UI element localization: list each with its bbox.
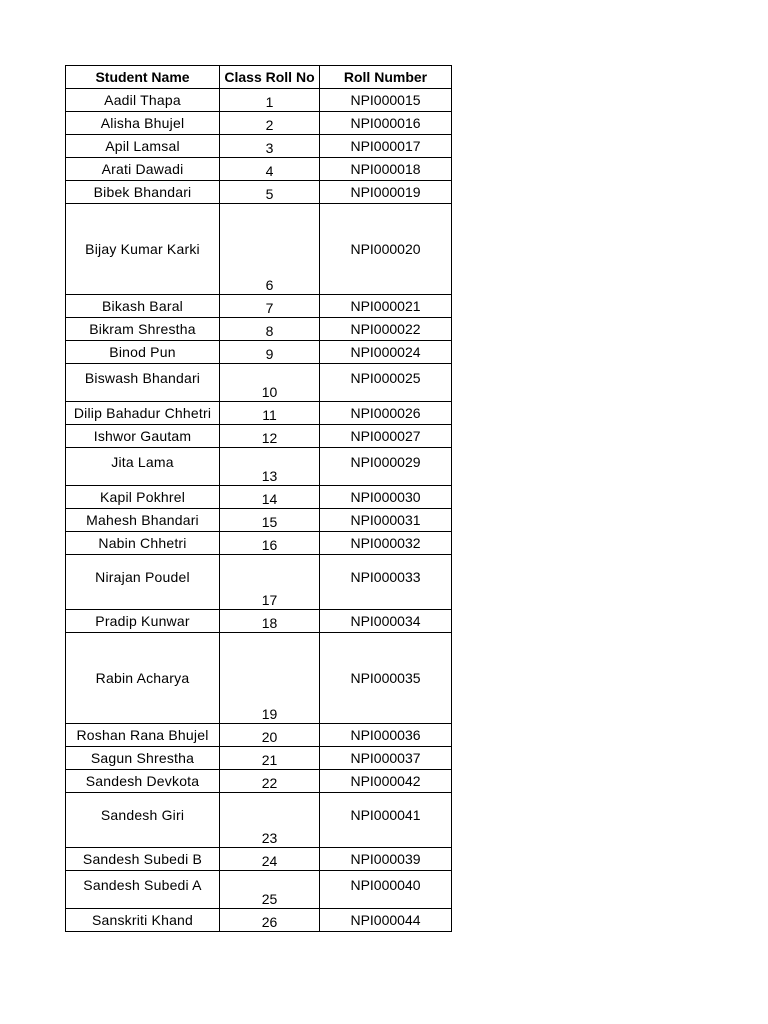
table-row — [66, 770, 452, 793]
class-roll-cell[interactable]: 15 — [220, 509, 320, 532]
class-roll-cell[interactable]: 19 — [220, 633, 320, 724]
class-roll-cell[interactable]: 20 — [220, 724, 320, 747]
table-row — [66, 747, 452, 770]
student-name-cell[interactable]: Bibek Bhandari — [66, 181, 220, 204]
table-row — [66, 909, 452, 932]
class-roll-cell[interactable]: 4 — [220, 158, 320, 181]
roll-number-cell[interactable]: NPI000029 — [320, 448, 452, 486]
student-name-cell[interactable]: Binod Pun — [66, 341, 220, 364]
student-name-cell[interactable]: Mahesh Bhandari — [66, 509, 220, 532]
student-name-cell[interactable]: Ishwor Gautam — [66, 425, 220, 448]
table-row — [66, 486, 452, 509]
student-name-cell[interactable]: Roshan Rana Bhujel — [66, 724, 220, 747]
table-row — [66, 89, 452, 112]
student-name-cell[interactable]: Apil Lamsal — [66, 135, 220, 158]
table-row — [66, 555, 452, 610]
class-roll-cell[interactable]: 7 — [220, 295, 320, 318]
roll-number-cell[interactable]: NPI000017 — [320, 135, 452, 158]
roll-number-cell[interactable]: NPI000036 — [320, 724, 452, 747]
student-name-cell[interactable]: Sagun Shrestha — [66, 747, 220, 770]
roll-number-cell[interactable]: NPI000041 — [320, 793, 452, 848]
class-roll-cell[interactable]: 24 — [220, 848, 320, 871]
roll-number-cell[interactable]: NPI000019 — [320, 181, 452, 204]
table-row — [66, 610, 452, 633]
roll-number-cell[interactable]: NPI000024 — [320, 341, 452, 364]
student-name-cell[interactable]: Sanskriti Khand — [66, 909, 220, 932]
table-row — [66, 364, 452, 402]
roll-number-cell[interactable]: NPI000022 — [320, 318, 452, 341]
roll-number-cell[interactable]: NPI000021 — [320, 295, 452, 318]
roll-number-cell[interactable]: NPI000033 — [320, 555, 452, 610]
roll-number-cell[interactable]: NPI000035 — [320, 633, 452, 724]
table-row — [66, 871, 452, 909]
roll-number-cell[interactable]: NPI000031 — [320, 509, 452, 532]
class-roll-cell[interactable]: 18 — [220, 610, 320, 633]
table-row — [66, 181, 452, 204]
roll-number-cell[interactable]: NPI000015 — [320, 89, 452, 112]
table-row — [66, 204, 452, 295]
student-name-cell[interactable]: Arati Dawadi — [66, 158, 220, 181]
student-name-cell[interactable]: Sandesh Subedi A — [66, 871, 220, 909]
roll-number-cell[interactable]: NPI000037 — [320, 747, 452, 770]
header-student-name: Student Name — [66, 66, 220, 89]
class-roll-cell[interactable]: 9 — [220, 341, 320, 364]
class-roll-cell[interactable]: 8 — [220, 318, 320, 341]
roll-number-cell[interactable]: NPI000034 — [320, 610, 452, 633]
roll-number-cell[interactable]: NPI000039 — [320, 848, 452, 871]
table-row — [66, 158, 452, 181]
class-roll-cell[interactable]: 2 — [220, 112, 320, 135]
class-roll-cell[interactable]: 21 — [220, 747, 320, 770]
table-row — [66, 112, 452, 135]
class-roll-cell[interactable]: 23 — [220, 793, 320, 848]
class-roll-cell[interactable]: 11 — [220, 402, 320, 425]
roll-number-cell[interactable]: NPI000044 — [320, 909, 452, 932]
table-row — [66, 724, 452, 747]
roll-number-cell[interactable]: NPI000025 — [320, 364, 452, 402]
class-roll-cell[interactable]: 22 — [220, 770, 320, 793]
student-table — [65, 65, 452, 932]
roll-number-cell[interactable]: NPI000027 — [320, 425, 452, 448]
student-name-cell[interactable]: Rabin Acharya — [66, 633, 220, 724]
header-roll-number: Roll Number — [320, 66, 452, 89]
student-name-cell[interactable]: Bikram Shrestha — [66, 318, 220, 341]
roll-number-cell[interactable]: NPI000032 — [320, 532, 452, 555]
table-row — [66, 509, 452, 532]
class-roll-cell[interactable]: 1 — [220, 89, 320, 112]
student-name-cell[interactable]: Dilip Bahadur Chhetri — [66, 402, 220, 425]
class-roll-cell[interactable]: 6 — [220, 204, 320, 295]
class-roll-cell[interactable]: 16 — [220, 532, 320, 555]
roll-number-cell[interactable]: NPI000020 — [320, 204, 452, 295]
class-roll-cell[interactable]: 26 — [220, 909, 320, 932]
student-name-cell[interactable]: Biswash Bhandari — [66, 364, 220, 402]
roll-number-cell[interactable]: NPI000040 — [320, 871, 452, 909]
class-roll-cell[interactable]: 12 — [220, 425, 320, 448]
class-roll-cell[interactable]: 14 — [220, 486, 320, 509]
table-row — [66, 318, 452, 341]
table-row — [66, 448, 452, 486]
student-name-cell[interactable]: Kapil Pokhrel — [66, 486, 220, 509]
roll-number-cell[interactable]: NPI000018 — [320, 158, 452, 181]
roll-number-cell[interactable]: NPI000042 — [320, 770, 452, 793]
table-row — [66, 341, 452, 364]
roll-number-cell[interactable]: NPI000026 — [320, 402, 452, 425]
table-row — [66, 848, 452, 871]
table-row — [66, 793, 452, 848]
table-row — [66, 402, 452, 425]
table-row — [66, 425, 452, 448]
student-name-cell[interactable]: Alisha Bhujel — [66, 112, 220, 135]
student-name-cell[interactable]: Aadil Thapa — [66, 89, 220, 112]
class-roll-cell[interactable]: 13 — [220, 448, 320, 486]
student-name-cell[interactable]: Nabin Chhetri — [66, 532, 220, 555]
table-row — [66, 295, 452, 318]
student-name-cell[interactable]: Bikash Baral — [66, 295, 220, 318]
student-name-cell[interactable]: Bijay Kumar Karki — [66, 204, 220, 295]
class-roll-cell[interactable]: 10 — [220, 364, 320, 402]
student-name-cell[interactable]: Pradip Kunwar — [66, 610, 220, 633]
class-roll-cell[interactable]: 17 — [220, 555, 320, 610]
student-roll-sheet — [65, 65, 452, 932]
student-name-cell[interactable]: Nirajan Poudel — [66, 555, 220, 610]
table-row — [66, 135, 452, 158]
student-name-cell[interactable]: Sandesh Subedi B — [66, 848, 220, 871]
student-name-cell[interactable]: Sandesh Giri — [66, 793, 220, 848]
student-name-cell[interactable]: Sandesh Devkota — [66, 770, 220, 793]
table-row — [66, 633, 452, 724]
class-roll-cell[interactable]: 3 — [220, 135, 320, 158]
table-row — [66, 532, 452, 555]
roll-number-cell[interactable]: NPI000016 — [320, 112, 452, 135]
header-class-roll-no: Class Roll No — [220, 66, 320, 89]
class-roll-cell[interactable]: 25 — [220, 871, 320, 909]
student-name-cell[interactable]: Jita Lama — [66, 448, 220, 486]
class-roll-cell[interactable]: 5 — [220, 181, 320, 204]
roll-number-cell[interactable]: NPI000030 — [320, 486, 452, 509]
header-row — [66, 66, 452, 89]
